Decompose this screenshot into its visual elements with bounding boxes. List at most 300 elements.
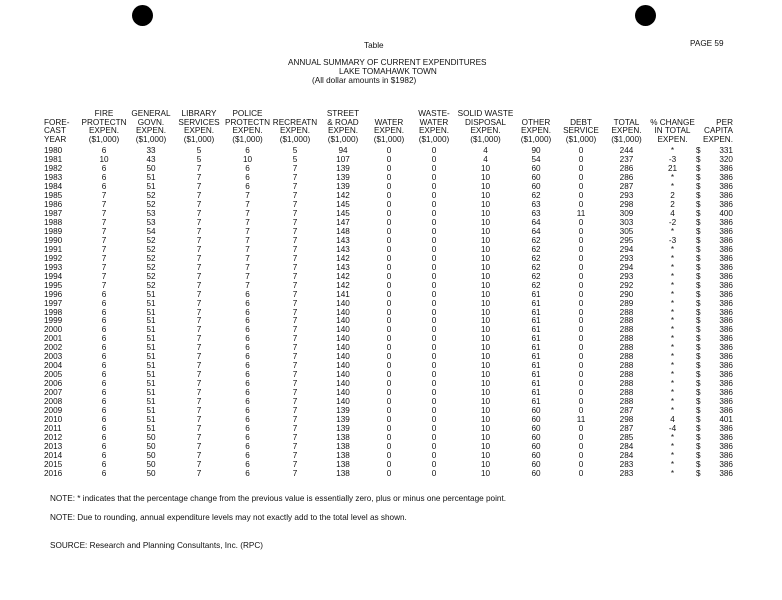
table-cell: 51 (146, 370, 156, 380)
table-cell: $ (696, 146, 701, 156)
table-cell: 0 (431, 173, 437, 183)
table-cell: 0 (431, 352, 437, 362)
table-cell: 140 (336, 298, 350, 308)
table-cell: 7 (292, 432, 298, 442)
table-cell: 287 (619, 406, 634, 416)
table-cell: 237 (619, 155, 634, 165)
table-cell: * (670, 173, 675, 183)
table-cell: 386 (719, 406, 733, 416)
column-header-line: PER (716, 117, 733, 127)
column-header (367, 110, 411, 147)
table-cell: 1990 (44, 235, 63, 245)
table-cell: 33 (146, 146, 156, 156)
table-cell: 7 (196, 307, 202, 317)
table-cell: 6 (101, 182, 107, 192)
table-cell: 140 (336, 361, 350, 371)
table-cell: 147 (336, 218, 350, 227)
table-cell: 43 (146, 155, 156, 165)
table-cell: 7 (292, 218, 298, 227)
table-cell: 7 (245, 262, 250, 272)
table-cell: 10 (480, 352, 491, 362)
column-header (80, 110, 128, 147)
table-cell: 10 (480, 280, 491, 290)
table-cell: 7 (196, 209, 202, 219)
title-line-1: ANNUAL SUMMARY OF CURRENT EXPENDITURES (288, 58, 487, 67)
table-cell: 6 (101, 334, 107, 344)
table-cell: 0 (431, 271, 437, 281)
table-cell: 1993 (44, 262, 63, 272)
table-cell: 62 (531, 262, 541, 272)
table-cell: * (670, 325, 675, 335)
table-cell: 10 (480, 450, 491, 460)
table-cell: $ (696, 226, 701, 236)
table-cell: 7 (292, 262, 298, 272)
table-cell: $ (696, 218, 701, 227)
table-cell: 10 (480, 361, 491, 371)
table-cell: -3 (668, 235, 677, 245)
column-header (696, 110, 733, 147)
table-cell: 0 (578, 262, 584, 272)
table-cell: 51 (146, 414, 156, 424)
table-cell: 7 (245, 191, 250, 201)
column-header-line: FIRE (94, 109, 114, 118)
table-cell: 0 (431, 164, 437, 174)
table-cell: 51 (146, 182, 156, 192)
table-cell: 6 (101, 289, 107, 299)
column-header-line: & ROAD (327, 117, 359, 127)
table-cell: 6 (101, 432, 107, 442)
table-cell: 0 (431, 334, 437, 344)
table-cell: $ (696, 262, 701, 272)
table-cell: 0 (578, 164, 584, 174)
table-cell: 50 (146, 468, 156, 478)
table-cell: 6 (245, 388, 250, 398)
column-header-line: CAST (44, 126, 66, 136)
table-cell: 0 (386, 361, 392, 371)
table-cell: 61 (531, 361, 541, 371)
column-header-line: ($1,000) (611, 134, 642, 144)
table-cell: 51 (146, 406, 156, 416)
table-cell: * (670, 307, 675, 317)
table-cell: 7 (292, 325, 298, 335)
table-cell: 0 (386, 209, 392, 219)
column-header-line: IN TOTAL (654, 126, 691, 136)
table-cell: 50 (146, 441, 156, 451)
table-cell: * (670, 316, 675, 326)
column-header-line: EXPEN. (611, 126, 642, 136)
table-cell: 148 (336, 226, 350, 236)
table-cell: 54 (531, 155, 541, 165)
table-cell: 10 (480, 459, 491, 469)
table-cell: 139 (336, 423, 350, 433)
table-cell: $ (696, 414, 701, 424)
column-header (174, 110, 224, 147)
table-cell: 2008 (44, 397, 63, 407)
table-cell: 60 (531, 450, 541, 460)
table-cell: 0 (578, 271, 584, 281)
table-cell: 298 (619, 414, 634, 424)
table-cell: 10 (242, 155, 253, 165)
column-header-line: % CHANGE (650, 117, 695, 127)
table-cell: 0 (386, 325, 392, 335)
table-cell: * (670, 262, 675, 272)
table-cell: 7 (196, 200, 202, 210)
table-cell: 7 (101, 200, 107, 210)
table-cell: 0 (578, 379, 584, 389)
punch-hole-right (635, 5, 656, 26)
table-cell: 0 (578, 397, 584, 407)
table-cell: 52 (146, 262, 156, 272)
table-cell: 4 (483, 146, 488, 156)
table-cell: 7 (101, 226, 107, 236)
table-cell: 10 (480, 226, 491, 236)
table-cell: 63 (531, 200, 541, 210)
table-cell: 7 (292, 226, 298, 236)
table-cell: 50 (146, 164, 156, 174)
column-header-line: WATER (419, 117, 449, 127)
table-cell: 10 (480, 191, 491, 201)
table-cell: 0 (431, 209, 437, 219)
table-cell: 0 (386, 146, 392, 156)
table-cell: 386 (719, 280, 733, 290)
table-cell: $ (696, 397, 701, 407)
table-cell: 320 (719, 155, 733, 165)
table-cell: 0 (578, 432, 584, 442)
table-cell: 7 (196, 280, 202, 290)
table-cell: 7 (292, 244, 298, 254)
table-cell: 7 (101, 280, 107, 290)
table-cell: 288 (619, 370, 634, 380)
table-cell: 61 (531, 397, 541, 407)
table-cell: $ (696, 388, 701, 398)
table-cell: 7 (196, 316, 202, 326)
table-cell: 1984 (44, 182, 63, 192)
table-cell: 0 (386, 182, 392, 192)
table-cell: 6 (245, 459, 250, 469)
column-header (411, 110, 457, 147)
table-cell: 140 (336, 397, 350, 407)
table-cell: 0 (431, 379, 437, 389)
table-cell: 139 (336, 173, 350, 183)
table-cell: 286 (619, 173, 634, 183)
table-cell: $ (696, 191, 701, 201)
table-cell: 6 (101, 343, 107, 353)
table-cell: 0 (578, 191, 584, 201)
table-cell: 7 (101, 271, 107, 281)
table-cell: 145 (336, 200, 350, 210)
table-cell: 288 (619, 316, 634, 326)
table-cell: 52 (146, 191, 156, 201)
table-cell: 386 (719, 271, 733, 281)
table-cell: 0 (578, 361, 584, 371)
table-cell: 0 (431, 262, 437, 272)
table-cell: 1998 (44, 307, 63, 317)
table-cell: 6 (245, 370, 250, 380)
table-cell: 7 (101, 244, 107, 254)
table-cell: 7 (292, 182, 298, 192)
table-cell: 10 (480, 406, 491, 416)
table-cell: 10 (480, 307, 491, 317)
table-cell: 143 (336, 244, 350, 254)
table-cell: $ (696, 200, 701, 210)
table-cell: 386 (719, 262, 733, 272)
table-cell: 2002 (44, 343, 63, 353)
table-cell: 7 (196, 379, 202, 389)
table-cell: 244 (619, 146, 634, 156)
table-cell: 51 (146, 361, 156, 371)
table-cell: * (670, 450, 675, 460)
table-cell: 386 (719, 441, 733, 451)
table-cell: 288 (619, 388, 634, 398)
table-cell: 143 (336, 235, 350, 245)
table-cell: -3 (668, 155, 677, 165)
table-cell: 0 (578, 289, 584, 299)
table-cell: 386 (719, 379, 733, 389)
table-cell: 0 (431, 182, 437, 192)
table-cell: 6 (101, 414, 107, 424)
table-cell: 10 (480, 298, 491, 308)
table-cell: 7 (196, 414, 202, 424)
table-cell: 6 (245, 414, 250, 424)
table-cell: 60 (531, 164, 541, 174)
table-cell: 142 (336, 253, 350, 263)
table-cell: 10 (480, 316, 491, 326)
table-cell: 0 (386, 289, 392, 299)
table-cell: 7 (292, 459, 298, 469)
table-cell: 0 (431, 459, 437, 469)
table-cell: 7 (196, 262, 202, 272)
title-line-2: LAKE TOMAHAWK TOWN (339, 67, 437, 76)
table-cell: 292 (619, 280, 634, 290)
table-cell: 0 (431, 280, 437, 290)
table-cell: 386 (719, 325, 733, 335)
table-cell: 0 (431, 388, 437, 398)
table-cell: 288 (619, 325, 634, 335)
table-cell: 386 (719, 468, 733, 478)
table-cell: 0 (578, 182, 584, 192)
table-cell: 4 (670, 209, 675, 219)
table-cell: 61 (531, 307, 541, 317)
table-cell: 386 (719, 182, 733, 192)
column-header-line: GENERAL (131, 109, 171, 118)
table-cell: $ (696, 307, 701, 317)
table-cell: 0 (431, 432, 437, 442)
table-cell: 52 (146, 271, 156, 281)
table-cell: 10 (480, 325, 491, 335)
table-cell: $ (696, 441, 701, 451)
table-cell: 94 (338, 146, 348, 156)
table-cell: 10 (480, 244, 491, 254)
table-cell: 60 (531, 173, 541, 183)
table-cell: -4 (668, 423, 677, 433)
table-cell: 0 (431, 468, 437, 478)
table-cell: 7 (245, 280, 250, 290)
table-cell: 0 (578, 307, 584, 317)
table-cell: 7 (292, 343, 298, 353)
column-header-line: EXPEN. (183, 126, 215, 136)
table-cell: 6 (101, 173, 107, 183)
table-cell: 145 (336, 209, 350, 219)
table-cell: 7 (196, 191, 202, 201)
table-cell: 2006 (44, 379, 63, 389)
table-cell: 0 (386, 432, 392, 442)
table-cell: * (670, 253, 675, 263)
table-cell: 61 (531, 388, 541, 398)
table-cell: 289 (619, 298, 634, 308)
table-label: Table (364, 41, 384, 50)
table-cell: 7 (292, 423, 298, 433)
table-cell: 51 (146, 173, 156, 183)
table-cell: 7 (292, 468, 298, 478)
table-cell: 60 (531, 423, 541, 433)
table-cell: 2000 (44, 325, 63, 335)
table-cell: 7 (245, 244, 250, 254)
table-cell: 6 (245, 406, 250, 416)
table-cell: 10 (480, 200, 491, 210)
table-cell: 138 (336, 450, 350, 460)
table-cell: 386 (719, 298, 733, 308)
table-cell: 386 (719, 370, 733, 380)
table-cell: 52 (146, 244, 156, 254)
table-cell: * (670, 352, 675, 362)
table-cell: 60 (531, 468, 541, 478)
table-cell: 7 (292, 253, 298, 263)
column-header-line: YEAR (44, 134, 67, 144)
table-cell: 0 (386, 298, 392, 308)
table-cell: 6 (245, 334, 250, 344)
table-cell: 386 (719, 173, 733, 183)
column-header-line: EXPEN. (702, 134, 733, 144)
table-cell: 293 (619, 253, 634, 263)
table-cell: 7 (101, 235, 107, 245)
table-cell: 0 (431, 414, 437, 424)
column-header-line: EXPEN. (232, 126, 263, 136)
table-cell: * (670, 280, 675, 290)
column-header (319, 110, 367, 147)
table-cell: 54 (146, 226, 156, 236)
column-header-line: SOLID WASTE (457, 109, 514, 118)
table-cell: 6 (245, 173, 250, 183)
table-cell: 0 (578, 441, 584, 451)
table-cell: 7 (196, 253, 202, 263)
table-cell: 138 (336, 432, 350, 442)
column-header-line: ($1,000) (279, 134, 311, 144)
table-cell: 138 (336, 468, 350, 478)
table-cell: 7 (292, 316, 298, 326)
table-cell: 6 (101, 397, 107, 407)
table-cell: $ (696, 164, 701, 174)
table-cell: 0 (431, 253, 437, 263)
table-cell: 0 (431, 343, 437, 353)
table-cell: 140 (336, 307, 350, 317)
table-cell: 0 (578, 316, 584, 326)
table-cell: $ (696, 370, 701, 380)
table-cell: 10 (480, 182, 491, 192)
table-cell: 290 (619, 289, 634, 299)
table-cell: 386 (719, 200, 733, 210)
table-cell: 283 (619, 468, 634, 478)
table-cell: 0 (386, 414, 392, 424)
table-cell: 7 (292, 298, 298, 308)
table-cell: 6 (245, 423, 250, 433)
table-cell: 0 (431, 307, 437, 317)
column-header-line: ($1,000) (520, 134, 552, 144)
table-cell: $ (696, 325, 701, 335)
table-cell: 7 (292, 307, 298, 317)
table-cell: 61 (531, 352, 541, 362)
table-cell: 10 (480, 164, 491, 174)
table-cell: 6 (101, 298, 107, 308)
table-cell: 4 (670, 414, 675, 424)
table-cell: 7 (196, 173, 202, 183)
table-cell: 90 (531, 146, 541, 156)
table-cell: 7 (196, 441, 202, 451)
table-cell: 2004 (44, 361, 63, 371)
table-cell: 288 (619, 343, 634, 353)
table-cell: 7 (245, 200, 250, 210)
table-cell: 61 (531, 325, 541, 335)
table-cell: 286 (619, 164, 634, 174)
table-cell: 0 (386, 280, 392, 290)
table-cell: 6 (101, 307, 107, 317)
table-cell: 10 (480, 379, 491, 389)
table-cell: 7 (292, 388, 298, 398)
table-cell: 7 (196, 289, 202, 299)
table-cell: $ (696, 334, 701, 344)
table-cell: 5 (292, 155, 298, 165)
table-cell: 53 (146, 209, 156, 219)
table-cell: $ (696, 289, 701, 299)
table-cell: 60 (531, 182, 541, 192)
table-cell: 1983 (44, 173, 63, 183)
table-cell: 294 (619, 244, 634, 254)
table-cell: * (670, 182, 675, 192)
column-header-line: EXPEN. (327, 126, 359, 136)
table-cell: 5 (196, 155, 202, 165)
table-cell: 0 (431, 218, 437, 227)
table-cell: 10 (480, 334, 491, 344)
table-cell: 285 (619, 432, 634, 442)
table-cell: 7 (292, 280, 298, 290)
table-cell: 60 (531, 406, 541, 416)
table-cell: 52 (146, 253, 156, 263)
table-cell: 7 (245, 235, 250, 245)
expenditure-table (44, 110, 733, 479)
table-cell: $ (696, 173, 701, 183)
table-cell: 6 (101, 450, 107, 460)
table-cell: 0 (578, 388, 584, 398)
table-cell: -2 (668, 218, 677, 227)
column-header-line: EXPEN. (418, 126, 450, 136)
table-cell: 7 (196, 450, 202, 460)
table-cell: 331 (719, 146, 733, 156)
table-cell: 6 (245, 450, 250, 460)
table-cell: 0 (578, 146, 584, 156)
column-header-line: EXPEN. (520, 126, 552, 136)
table-cell: 0 (386, 397, 392, 407)
table-cell: 62 (531, 235, 541, 245)
table-cell: 5 (196, 146, 202, 156)
table-cell: 0 (386, 468, 392, 478)
column-header-line: EXPEN. (373, 126, 405, 136)
table-cell: 1981 (44, 155, 63, 165)
table-cell: 6 (245, 316, 250, 326)
table-cell: 386 (719, 334, 733, 344)
table-cell: 51 (146, 388, 156, 398)
table-cell: 400 (719, 209, 733, 219)
table-cell: 138 (336, 459, 350, 469)
table-cell: 6 (101, 164, 107, 174)
